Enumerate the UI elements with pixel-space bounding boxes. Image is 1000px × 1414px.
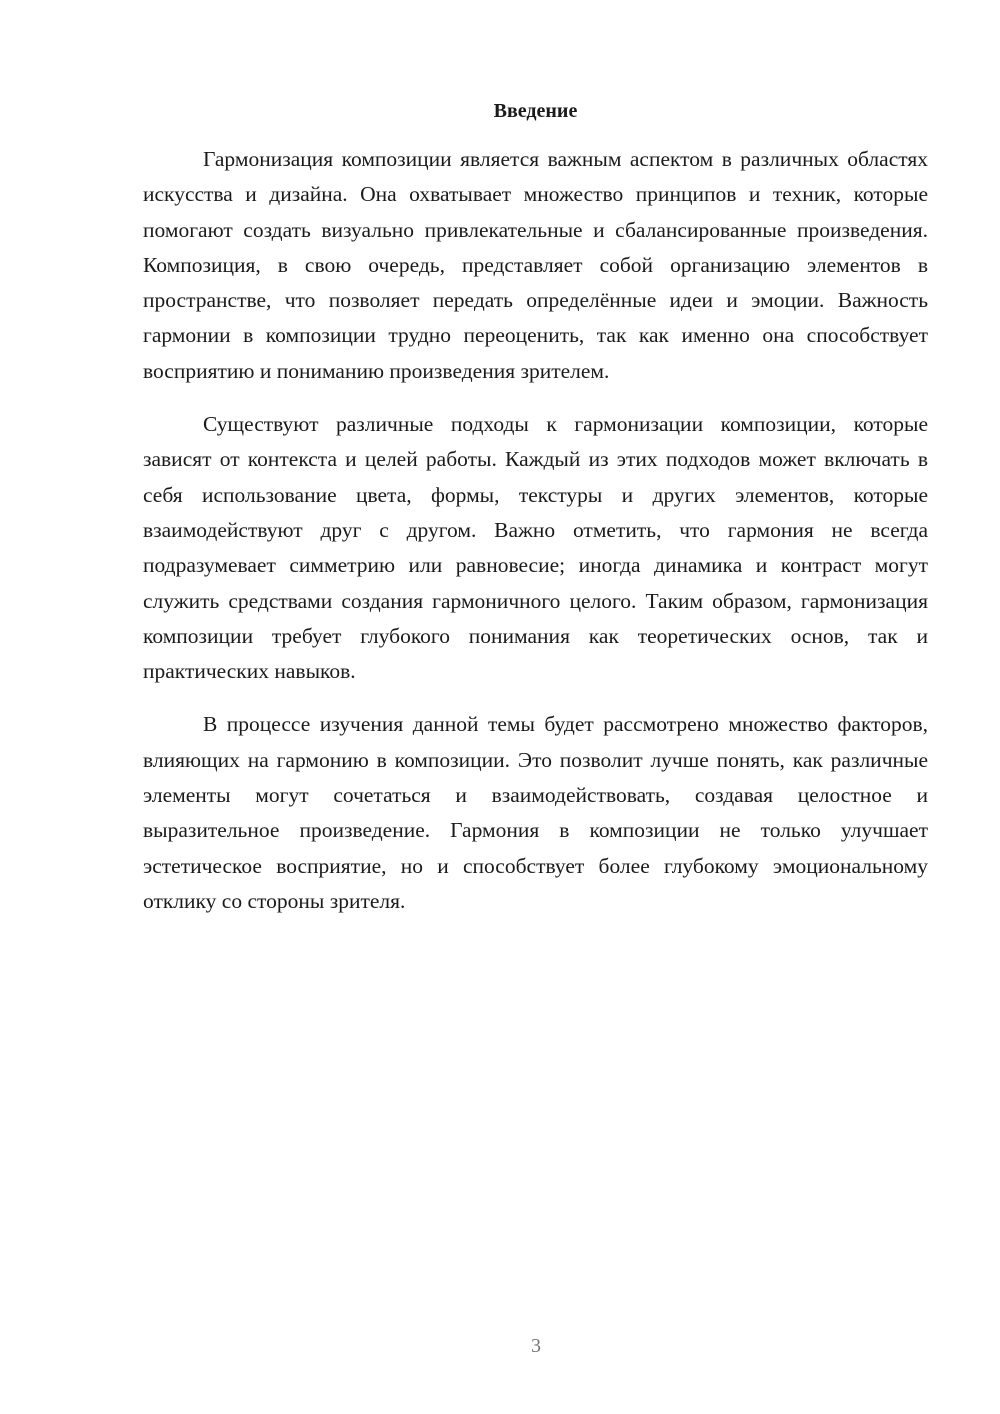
paragraph-2: Существуют различные подходы к гармонизации композиции, которые зависят от контекста и целей работы. Каждый из этих подходов может включать в себя использование цвета, формы, текстуры и других элементов, которые взаимодействуют друг с другом. Важно отметить, что гармония не всегда подразумевает симметрию или равновесие; иногда динамика и контраст могут служить средствами создания гармоничного целого. Таким образом, гармонизация композиции требует глубокого понимания как теоретических основ, так и практических навыков. <box>143 412 928 684</box>
paragraph-1: Гармонизация композиции является важным аспектом в различных областях искусства и дизайна. Она охватывает множество принципов и техник, которые помогают создать визуально привлекательные и сбалансированные произведения. Композиция, в свою очередь, представляет собой организацию элементов в пространстве, что позволяет передать определённые идеи и эмоции. Важность гармонии в композиции трудно переоценить, так как именно она способствует восприятию и пониманию произведения зрителем. <box>143 147 928 383</box>
section-title: Введение <box>493 100 578 122</box>
paragraph-3: В процессе изучения данной темы будет рассмотрено множество факторов, влияющих на гармонию в композиции. Это позволит лучше понять, как различные элементы могут сочетаться и взаимодействовать, создавая целостное и выразительное произведение. Гармония в композиции не только улучшает эстетическое восприятие, но и способствует более глубокому эмоциональному отклику со стороны зрителя. <box>143 712 928 913</box>
body-text <box>143 142 928 937</box>
page-number: 3 <box>531 1335 541 1357</box>
